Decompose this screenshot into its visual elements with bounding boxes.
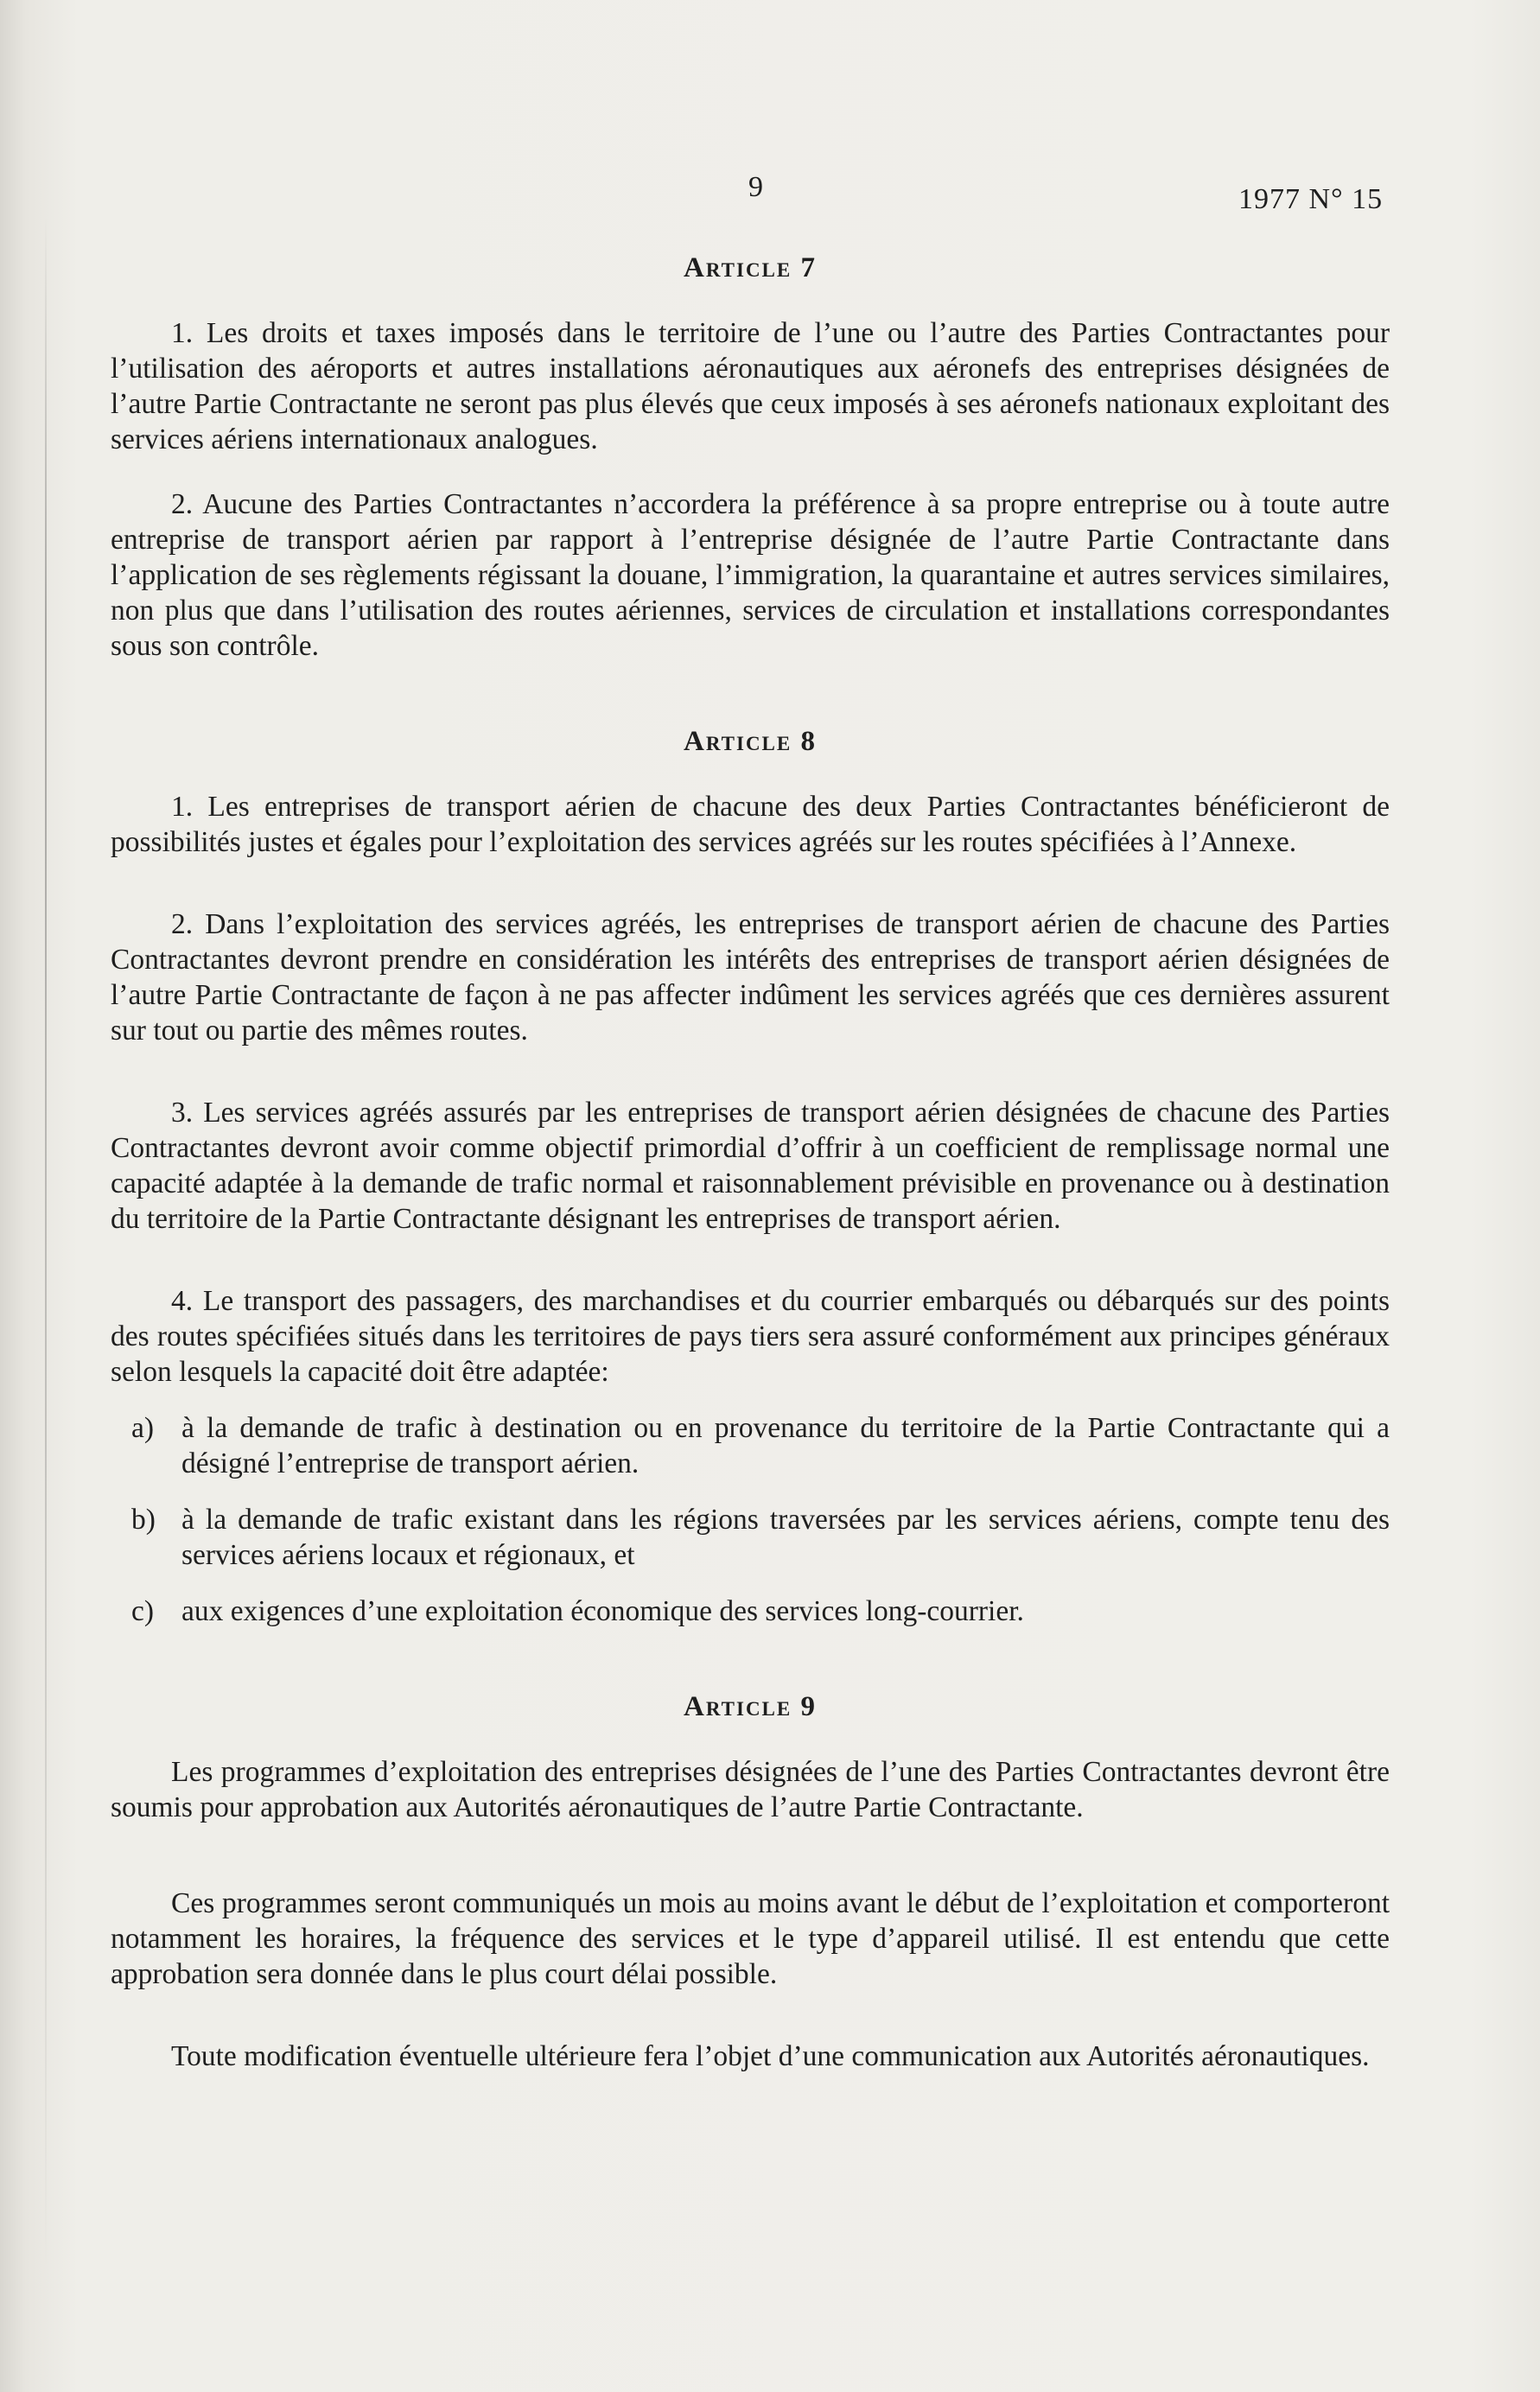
article-7-paragraph-2: 2. Aucune des Parties Contractantes n’accordera la préférence à sa propre entreprise ou à toute autre entreprise de transport aérien par rapport à l’entreprise désignée de l’autre Partie Contractante dans l’application de ses règlements régissant la douane, l’immigration, la quarantaine et autres services similaires, non plus que dans l’utilisation des routes aériennes, services de circulation et installations correspondantes sous son contrôle. [111,488,1390,662]
article-9-paragraph-3: Toute modification éventuelle ultérieure fera l’objet d’une communication aux Autorités aéronautiques. [171,2040,1370,2072]
article-8-paragraph-4: 4. Le transport des passagers, des marchandises et du courrier embarqués ou débarqués sur des points des routes spécifiées situés dans les territoires de pays tiers sera assuré conformément aux principes généraux selon lesquels la capacité doit être adaptée: [111,1285,1390,1388]
document-reference: 1977 N° 15 [1238,183,1384,215]
list-item-text: aux exigences d’une exploitation économique des services long-courrier. [181,1595,1024,1627]
article-9-paragraph-2: Ces programmes seront communiqués un mois au moins avant le début de l’exploitation et comporteront notamment les horaires, la fréquence des services et le type d’appareil utilisé. Il est entendu que cette approbation sera donnée dans le plus court délai possible. [111,1887,1390,1990]
article-8-paragraph-2: 2. Dans l’exploitation des services agréés, les entreprises de transport aérien de chacune des Parties Contractantes devront prendre en considération les intérêts des entreprises de transport aérien désignées de l’autre Partie Contractante de façon à ne pas affecter indûment les services agréés que ces dernières assurent sur tout ou partie des mêmes routes. [111,908,1390,1046]
list-item-text: à la demande de trafic existant dans les régions traversées par les services aériens, compte tenu des services aériens locaux et régionaux, et [181,1504,1390,1571]
article-8-paragraph-1: 1. Les entreprises de transport aérien de chacune des deux Parties Contractantes bénéficieront de possibilités justes et égales pour l’exploitation des services agréés sur les routes spécifiées à l’Annexe. [111,791,1390,858]
article-8-heading: Article 8 [684,726,817,757]
article-7-paragraph-1: 1. Les droits et taxes imposés dans le territoire de l’une ou l’autre des Parties Contractantes pour l’utilisation des aéroports et autres installations aéronautiques aux aéronefs des entreprises désignées de l’autre Partie Contractante ne seront pas plus élevés que ceux imposés à ses aéronefs nationaux exploitant des services aériens internationaux analogues. [111,317,1390,455]
page-number: 9 [748,171,763,203]
list-item-a [111,1410,1390,1481]
list-item-b [111,1502,1390,1573]
page-content [111,251,1390,2074]
list-item-text: à la demande de trafic à destination ou en provenance du territoire de la Partie Contractante qui a désigné l’entreprise de transport aérien. [181,1412,1390,1479]
article-7-heading: Article 7 [684,252,817,283]
list-item-c [111,1594,1390,1629]
list-marker: c) [131,1595,155,1627]
binding-edge [45,216,47,2273]
list-marker: a) [131,1412,155,1444]
article-9-heading: Article 9 [684,1691,817,1722]
article-9-paragraph-1: Les programmes d’exploitation des entreprises désignées de l’une des Parties Contractantes devront être soumis pour approbation aux Autorités aéronautiques de l’autre Partie Contractante. [111,1756,1390,1823]
article-8-paragraph-3: 3. Les services agréés assurés par les entreprises de transport aérien désignées de chacune des Parties Contractantes devront avoir comme objectif primordial d’offrir à un coefficient de remplissage normal une capacité adaptée à la demande de trafic normal et raisonnablement prévisible en provenance ou à destination du territoire de la Partie Contractante désignant les entreprises de transport aérien. [111,1097,1390,1235]
list-marker: b) [131,1504,156,1536]
page-header [0,171,1540,214]
